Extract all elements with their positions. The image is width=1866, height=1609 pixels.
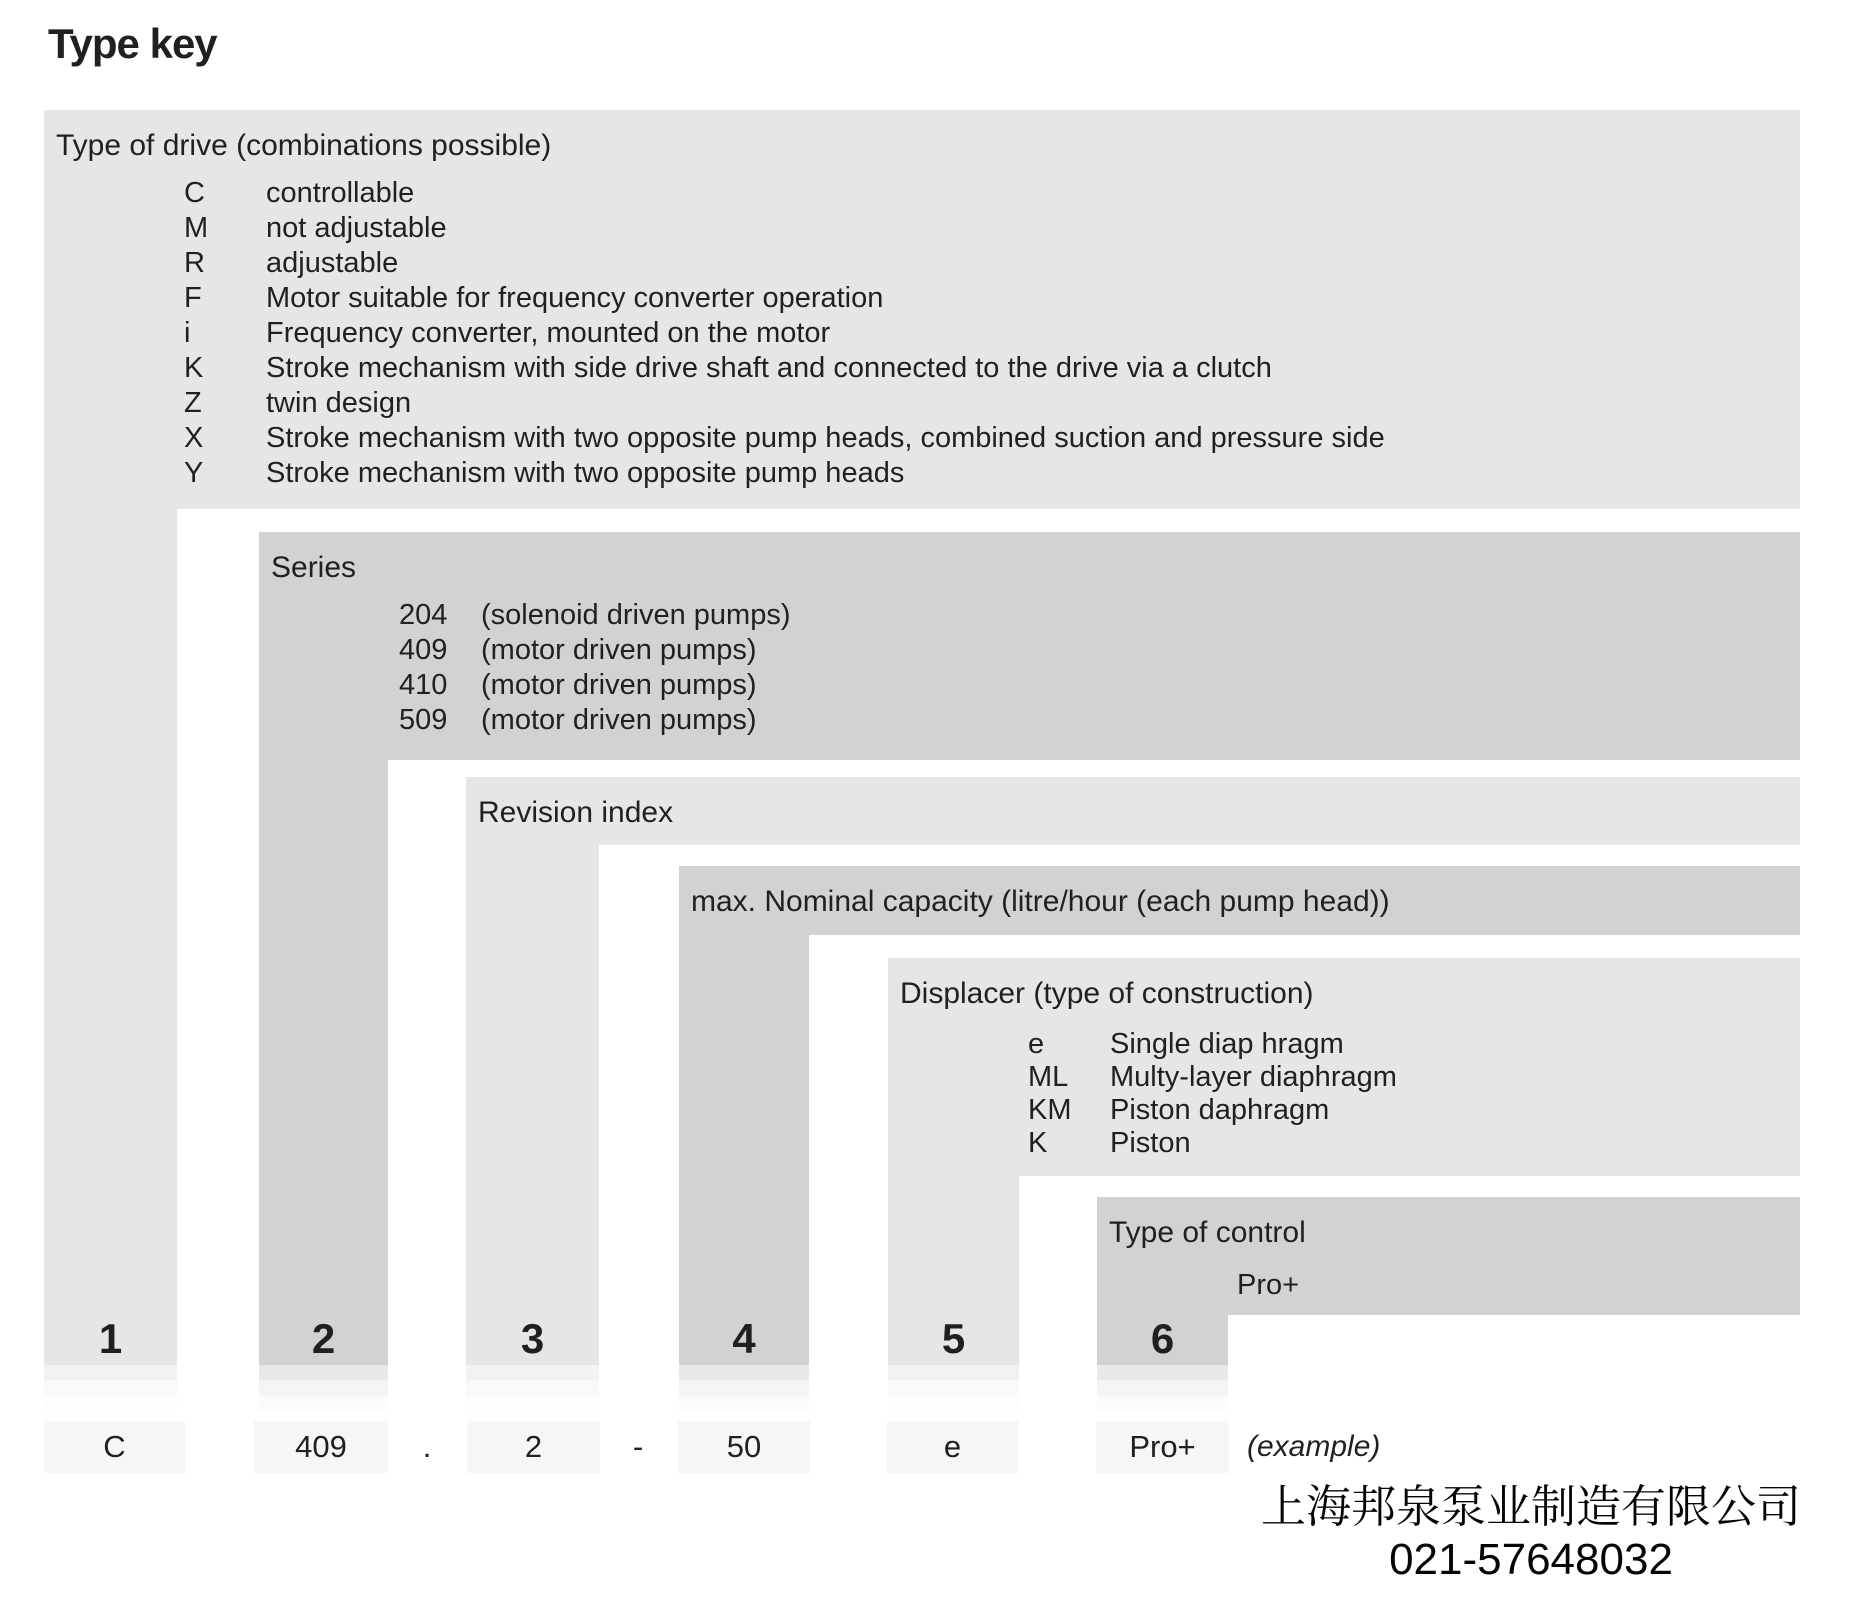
section-box-nominal-capacity xyxy=(679,866,1800,935)
key-code: K xyxy=(1028,1127,1048,1159)
example-cell-capacity: 50 xyxy=(678,1421,810,1473)
key-item xyxy=(1237,1269,1319,1302)
example-separator-dot: . xyxy=(422,1429,432,1464)
section-items-series xyxy=(399,598,790,738)
key-item xyxy=(184,421,1385,456)
section-title-series: Series xyxy=(271,551,357,584)
key-code: Y xyxy=(184,457,204,489)
section-items-type-of-control xyxy=(1237,1269,1319,1302)
key-code: i xyxy=(184,317,191,349)
key-description: Piston xyxy=(1110,1127,1191,1159)
page-title: Type key xyxy=(48,20,217,67)
key-item xyxy=(184,456,1385,491)
key-item xyxy=(1028,1094,1397,1127)
key-code: 409 xyxy=(399,634,448,666)
key-item xyxy=(1028,1061,1397,1094)
key-description: Multy-layer diaphragm xyxy=(1110,1061,1397,1093)
key-item xyxy=(184,246,1385,281)
key-item xyxy=(399,668,790,703)
key-item xyxy=(399,633,790,668)
key-item xyxy=(184,211,1385,246)
key-description: controllable xyxy=(266,177,415,209)
section-title-nominal-capacity: max. Nominal capacity (litre/hour (each pump head)) xyxy=(691,885,1390,918)
key-description: Motor suitable for frequency converter operation xyxy=(266,282,884,314)
section-items-type-of-drive xyxy=(184,176,1385,491)
key-code: 410 xyxy=(399,669,448,701)
key-description: twin design xyxy=(266,387,412,419)
key-code: ML xyxy=(1028,1061,1069,1093)
position-number-6: 6 xyxy=(1150,1315,1175,1362)
example-cell-displacer: e xyxy=(887,1421,1018,1473)
key-code: X xyxy=(184,422,204,454)
key-description: Stroke mechanism with two opposite pump heads, combined suction and pressure side xyxy=(266,422,1385,454)
key-description: Piston daphragm xyxy=(1110,1094,1330,1126)
example-cell-control: Pro+ xyxy=(1096,1421,1229,1473)
key-code: M xyxy=(184,212,209,244)
key-description: (motor driven pumps) xyxy=(481,669,757,701)
position-number-5: 5 xyxy=(941,1315,966,1362)
key-description: (motor driven pumps) xyxy=(481,704,757,736)
key-item xyxy=(1028,1127,1397,1160)
example-separator-dash: - xyxy=(632,1429,644,1464)
key-item xyxy=(184,351,1385,386)
position-number-3: 3 xyxy=(520,1315,545,1362)
position-number-1: 1 xyxy=(98,1315,123,1362)
key-code: C xyxy=(184,177,205,209)
key-code: e xyxy=(1028,1028,1045,1060)
example-cell-revision: 2 xyxy=(467,1421,600,1473)
section-title-type-of-drive: Type of drive (combinations possible) xyxy=(56,129,552,162)
key-description: Single diap hragm xyxy=(1110,1028,1344,1060)
key-description: Stroke mechanism with side drive shaft and connected to the drive via a clutch xyxy=(266,352,1272,384)
key-description: Stroke mechanism with two opposite pump heads xyxy=(266,457,905,489)
section-strip-1 xyxy=(44,509,177,1365)
key-description: adjustable xyxy=(266,247,399,279)
position-number-2: 2 xyxy=(311,1315,336,1362)
key-code: F xyxy=(184,282,202,314)
key-item xyxy=(184,386,1385,421)
key-description: not adjustable xyxy=(266,212,447,244)
key-description: Frequency converter, mounted on the motor xyxy=(266,317,831,349)
key-code: Z xyxy=(184,387,202,419)
example-cell-series: 409 xyxy=(254,1421,388,1473)
example-cell-drive: C xyxy=(44,1421,185,1473)
section-box-type-of-drive xyxy=(44,110,1800,509)
section-title-type-of-control: Type of control xyxy=(1109,1216,1306,1249)
key-item xyxy=(184,281,1385,316)
key-description: (solenoid driven pumps) xyxy=(481,599,791,631)
key-item xyxy=(399,598,790,633)
key-code: R xyxy=(184,247,205,279)
key-code: KM xyxy=(1028,1094,1072,1126)
watermark-phone: 021-57648032 xyxy=(1389,1535,1673,1584)
section-box-series xyxy=(259,532,1800,760)
key-item xyxy=(1028,1028,1397,1061)
key-description: (motor driven pumps) xyxy=(481,634,757,666)
key-code: Pro+ xyxy=(1237,1269,1300,1301)
section-strip-4 xyxy=(679,935,809,1365)
key-code: 204 xyxy=(399,599,448,631)
section-box-revision-index xyxy=(466,777,1800,845)
section-title-revision-index: Revision index xyxy=(478,796,674,829)
key-code: K xyxy=(184,352,204,384)
section-strip-5 xyxy=(888,1176,1019,1365)
section-box-displacer xyxy=(888,958,1800,1176)
section-items-displacer xyxy=(1028,1028,1397,1160)
section-strip-6 xyxy=(1097,1315,1228,1365)
section-title-displacer: Displacer (type of construction) xyxy=(900,977,1314,1010)
key-item xyxy=(184,176,1385,211)
position-number-4: 4 xyxy=(732,1315,756,1362)
key-code: 509 xyxy=(399,704,448,736)
key-item xyxy=(184,316,1385,351)
key-item xyxy=(399,703,790,738)
watermark-company: 上海邦泉泵业制造有限公司 xyxy=(1260,1481,1801,1532)
example-note: (example) xyxy=(1247,1430,1381,1463)
section-strip-2 xyxy=(259,760,388,1365)
section-box-type-of-control xyxy=(1097,1197,1800,1315)
section-strip-3 xyxy=(466,845,599,1365)
watermark xyxy=(1191,1479,1866,1585)
